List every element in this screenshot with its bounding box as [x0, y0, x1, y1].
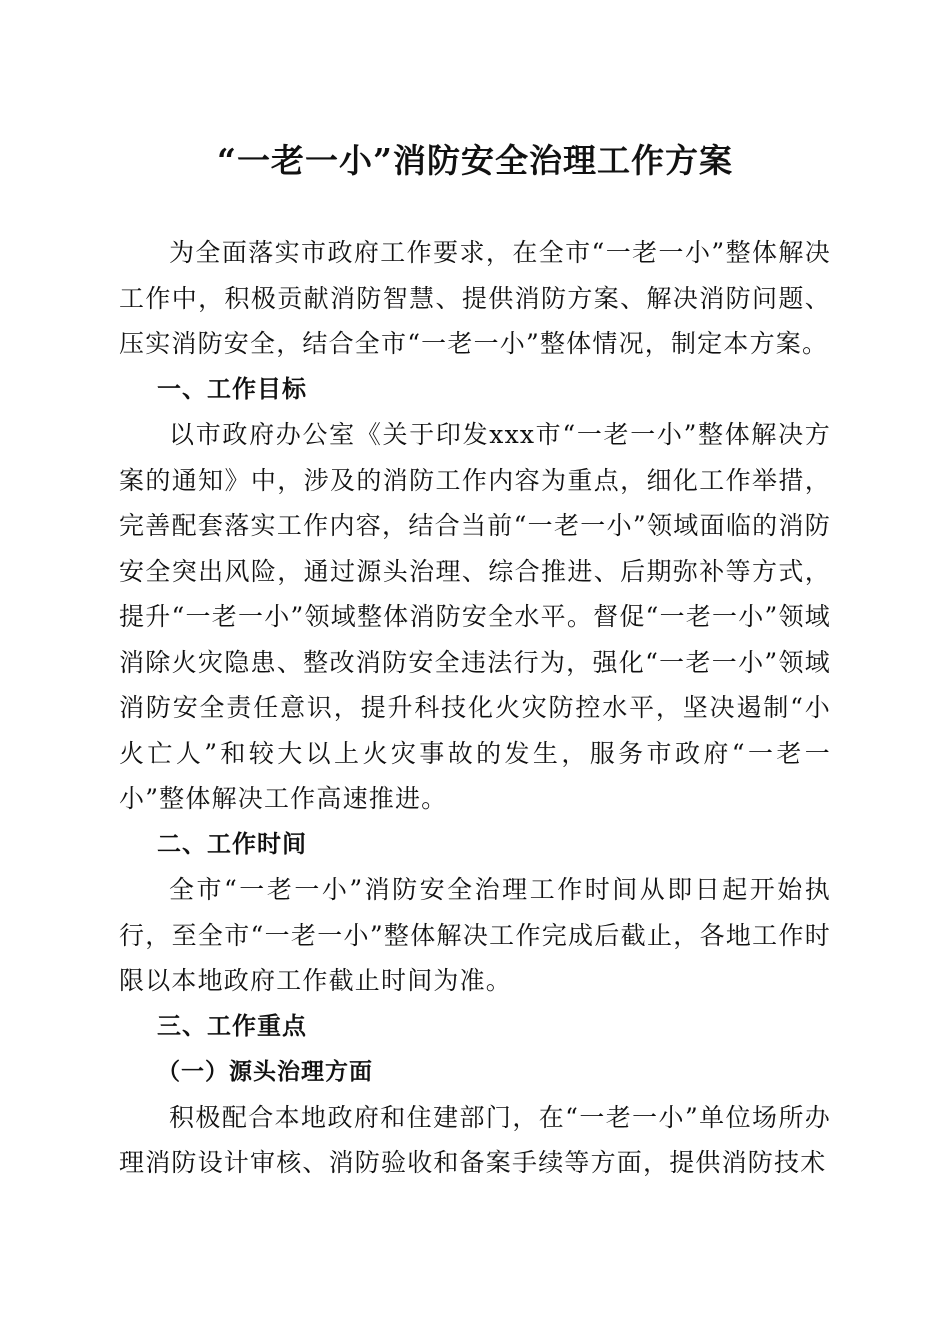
section-heading-goals: 一、工作目标: [157, 374, 307, 403]
section-paragraph-time: 全市“一老一小”消防安全治理工作时间从即日起开始执行，至全市“一老一小”整体解决工作完成后截止，各地工作时限以本地政府工作截止时间为准。: [119, 875, 831, 995]
section-heading-time: 二、工作时间: [157, 829, 307, 858]
subsection-paragraph-source-governance: 积极配合本地政府和住建部门，在“一老一小”单位场所办理消防设计审核、消防验收和备案手续等方面，提供消防技术: [119, 1102, 831, 1177]
document-title: “一老一小”消防安全治理工作方案: [217, 141, 733, 180]
section-paragraph-goals: 以市政府办公室《关于印发xxx市“一老一小”整体解决方案的通知》中，涉及的消防工作内容为重点，细化工作举措，完善配套落实工作内容，结合当前“一老一小”领域面临的消防安全突出风险，通过源头治理、综合推进、后期弥补等方式，提升“一老一小”领域整体消防安全水平。督促“一老一小”领域消除火灾隐患、整改消防安全违法行为，强化“一老一小”领域消防安全责任意识，提升科技化火灾防控水平，坚决遏制“小火亡人”和较大以上火灾事故的发生，服务市政府“一老一小”整体解决工作高速推进。: [119, 420, 831, 813]
document-body: [119, 230, 831, 1186]
section-heading-focus: 三、工作重点: [157, 1011, 307, 1040]
subsection-heading-source-governance: （一）源头治理方面: [157, 1058, 373, 1085]
intro-paragraph: 为全面落实市政府工作要求，在全市“一老一小”整体解决工作中，积极贡献消防智慧、提供消防方案、解决消防问题、压实消防安全，结合全市“一老一小”整体情况，制定本方案。: [119, 238, 831, 358]
